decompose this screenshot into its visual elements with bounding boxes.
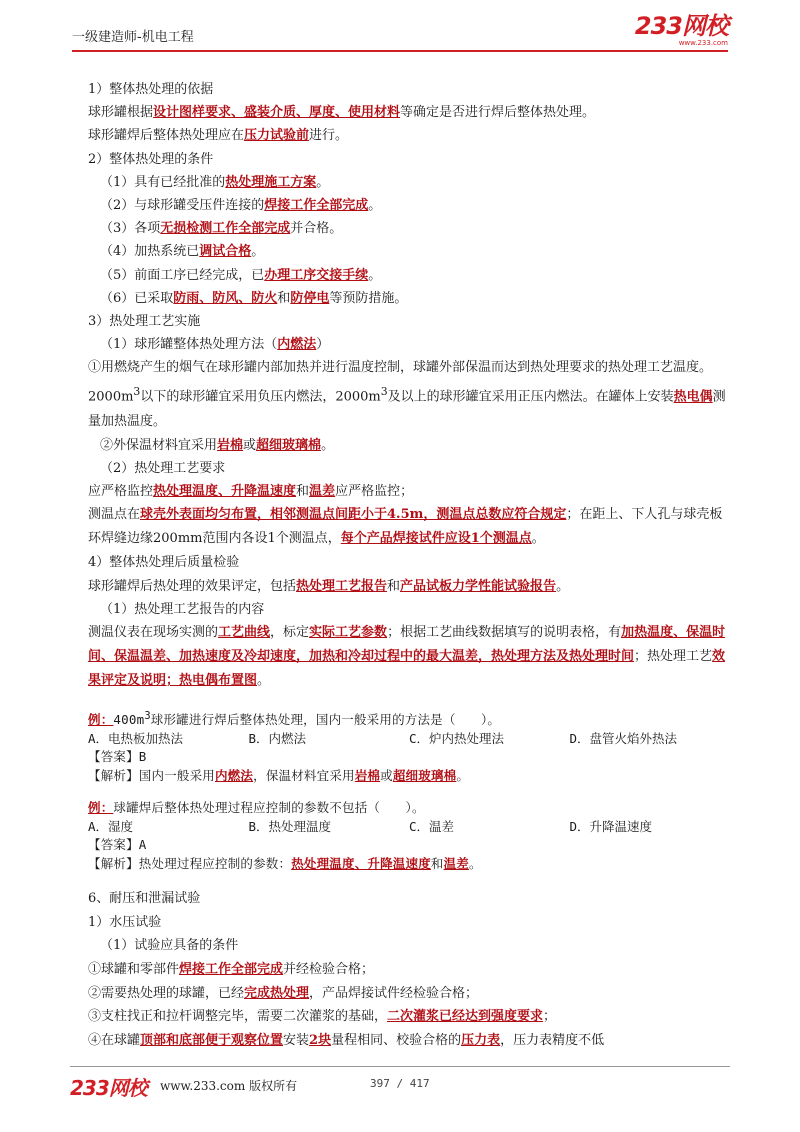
- keyword: 热电偶: [673, 389, 713, 405]
- list-item: ④在球罐顶部和底部便于观察位置安装2块量程相同、校验合格的压力表，压力表精度不低: [88, 1032, 605, 1048]
- example-analysis: 【解析】国内一般采用内燃法，保温材料宜采用岩棉或超细玻璃棉。: [88, 767, 470, 783]
- list-item: （2）与球形罐受压件连接的焊接工作全部完成。: [100, 198, 382, 214]
- footer-divider: [70, 1066, 730, 1067]
- paragraph: 球形罐焊后热处理的效果评定，包括热处理工艺报告和产品试板力学性能试验报告。: [88, 578, 570, 594]
- option-d: D．盘管火焰外热法: [569, 730, 678, 746]
- sub-heading: （1）热处理工艺报告的内容: [100, 601, 265, 617]
- keyword: 岩棉: [354, 767, 381, 783]
- paragraph: 球形罐焊后整体热处理应在压力试验前进行。: [88, 128, 349, 144]
- list-item: （6）已采取防雨、防风、防火和防停电等预防措施。: [100, 290, 408, 306]
- page-number: 397 / 417: [370, 1077, 430, 1090]
- example-tag: 例：: [88, 712, 114, 728]
- sub-heading: （1）试验应具备的条件: [100, 938, 239, 954]
- keyword: 二次灌浆已经达到强度要求: [387, 1009, 544, 1025]
- keyword: 产品试板力学性能试验报告: [400, 578, 557, 594]
- paragraph: 测温点在球壳外表面均匀布置，相邻测温点间距小于4.5m，测温点总数应符合规定；在距上、下人孔与球壳板环焊缝边缘200mm范围内各设1个测温点，每个产品焊接试件应设1个测温点。: [88, 507, 723, 547]
- keyword: 顶部和底部便于观察位置: [140, 1032, 284, 1048]
- example-options: [88, 730, 730, 749]
- keyword: 办理工序交接手续: [264, 267, 369, 283]
- example-answer: 【答案】A: [88, 837, 147, 853]
- option-c: C．温差: [409, 818, 455, 834]
- keyword: 温差: [309, 484, 336, 500]
- keyword: 内燃法: [277, 337, 317, 353]
- keyword: 热处理温度、升降温速度: [153, 484, 297, 500]
- list-item: ②需要热处理的球罐，已经完成热处理，产品焊接试件经检验合格；: [88, 985, 479, 1001]
- keyword: 压力表: [461, 1032, 501, 1048]
- list-item: （3）各项无损检测工作全部完成并合格。: [100, 221, 343, 237]
- section-heading: 2）整体热处理的条件: [88, 151, 214, 167]
- section-heading: 6、耐压和泄漏试验: [88, 891, 201, 907]
- keyword: 超细玻璃棉: [392, 767, 457, 783]
- option-b: B．内燃法: [248, 730, 307, 746]
- keyword: 内燃法: [215, 767, 254, 783]
- example-question: 例：$400m^3$球形罐进行焊后整体热处理，国内一般采用的方法是（ ）。: [88, 709, 501, 728]
- keyword: 温差: [443, 855, 470, 871]
- list-item: （1）具有已经批准的热处理施工方案。: [100, 174, 330, 190]
- option-b: B．热处理温度: [248, 818, 332, 834]
- keyword: 完成热处理: [244, 985, 310, 1001]
- keyword: 热处理施工方案: [225, 174, 317, 190]
- keyword: 热处理工艺报告: [296, 578, 388, 594]
- keyword: 2块: [309, 1032, 332, 1048]
- keyword: 工艺曲线: [218, 624, 271, 640]
- paragraph: ②外保温材料宜采用岩棉或超细玻璃棉。: [100, 437, 335, 453]
- example-tag: 例：: [88, 800, 114, 816]
- footer-logo[interactable]: 233网校: [70, 1076, 147, 1100]
- list-item: ③支柱找正和拉杆调整完毕，需要二次灌浆的基础，二次灌浆已经达到强度要求；: [88, 1009, 557, 1025]
- brand-logo[interactable]: [635, 14, 728, 47]
- keyword: 焊接工作全部完成: [179, 961, 284, 977]
- sub-heading: （2）热处理工艺要求: [100, 460, 226, 476]
- sub-heading: （1）球形罐整体热处理方法（内燃法）: [100, 337, 330, 353]
- keyword: 超细玻璃棉: [256, 437, 322, 453]
- example-options: [88, 818, 730, 837]
- section-heading: 1）水压试验: [88, 914, 162, 930]
- page-header: [72, 0, 728, 52]
- paragraph: ①用燃烧产生的烟气在球形罐内部加热并进行温度控制，球罐外部保温而达到热处理要求的热处理工艺温度。$2000m^3$以下的球形罐宜采用负压内燃法，$2000m^3$及以上的球形罐宜采用正压内燃法。在罐体上安装热电偶测量加热温度。: [88, 360, 726, 429]
- keyword: 实际工艺参数: [309, 624, 388, 640]
- header-divider: [72, 50, 728, 52]
- example-question: 例：球罐焊后整体热处理过程应控制的参数不包括（ ）。: [88, 800, 425, 816]
- keyword: 压力试验前: [244, 128, 310, 144]
- logo-text: 233网校: [634, 12, 728, 40]
- list-item: （4）加热系统已调试合格。: [100, 244, 265, 260]
- keyword: 加热温度、保温时间、保温温差、加热速度及冷却速度，加热和冷却过程中的最大温差，热处理方法及热处理时间: [88, 624, 726, 664]
- keyword: 球壳外表面均匀布置，相邻测温点间距小于4.5m，测温点总数应符合规定: [140, 507, 567, 523]
- keyword: 每个产品焊接试件应设1个测温点: [340, 531, 532, 547]
- list-item: ①球罐和零部件焊接工作全部完成并经检验合格；: [88, 961, 375, 977]
- keyword: 热处理温度、升降温速度: [291, 855, 431, 871]
- page-footer: [70, 1060, 730, 1100]
- keyword: 无损检测工作全部完成: [160, 221, 291, 237]
- paragraph: 球形罐根据设计图样要求、盛装介质、厚度、使用材料等确定是否进行焊后整体热处理。: [88, 105, 596, 121]
- keyword: 防停电: [290, 290, 330, 306]
- example-answer: 【答案】B: [88, 749, 147, 765]
- logo-url: www.233.com: [678, 39, 728, 47]
- document-title: 一级建造师-机电工程: [72, 30, 194, 45]
- keyword: 效果评定及说明；热电偶布置图: [88, 648, 726, 688]
- list-item: （5）前面工序已经完成，已办理工序交接手续。: [100, 267, 382, 283]
- keyword: 调试合格: [199, 244, 252, 260]
- option-a: A．电热板加热法: [88, 730, 184, 746]
- page-content: [88, 78, 730, 1052]
- option-a: A．湿度: [88, 818, 134, 834]
- section-heading: 4）整体热处理后质量检验: [88, 555, 240, 571]
- section-heading: 3）热处理工艺实施: [88, 314, 201, 330]
- option-d: D．升降温速度: [569, 818, 653, 834]
- keyword: 设计图样要求、盛装介质、厚度、使用材料: [153, 105, 401, 121]
- paragraph: 应严格监控热处理温度、升降温速度和温差应严格监控；: [88, 484, 414, 500]
- keyword: 焊接工作全部完成: [264, 198, 369, 214]
- section-heading: 1）整体热处理的依据: [88, 82, 214, 97]
- keyword: 防雨、防风、防火: [173, 290, 278, 306]
- copyright-text: www.233.com 版权所有: [160, 1079, 298, 1093]
- keyword: 岩棉: [217, 437, 244, 453]
- example-analysis: 【解析】热处理过程应控制的参数：热处理温度、升降温速度和温差。: [88, 855, 482, 871]
- paragraph: 测温仪表在现场实测的工艺曲线，标定实际工艺参数；根据工艺曲线数据填写的说明表格，有加热温度、保温时间、保温温差、加热速度及冷却速度，加热和冷却过程中的最大温差，热处理方法及热处理时间；热处理工艺效果评定及说明；热电偶布置图。: [88, 624, 726, 688]
- option-c: C．炉内热处理法: [409, 730, 505, 746]
